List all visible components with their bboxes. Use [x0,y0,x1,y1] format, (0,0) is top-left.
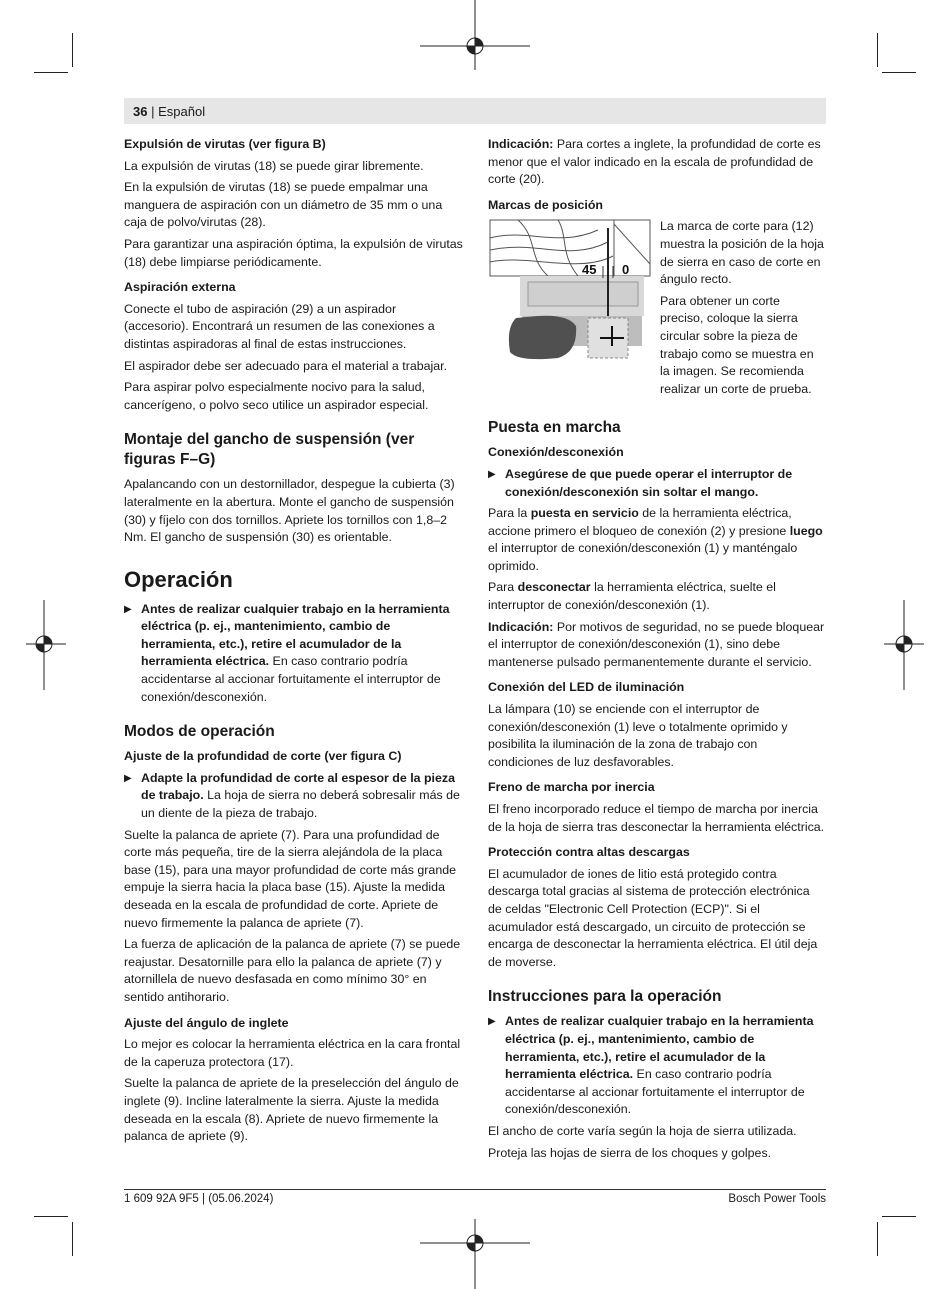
note-text: Para cortes a inglete, la profundidad de corte es menor que el valor indicado en la escala de profundidad de corte (20). [488,137,821,187]
section-title: Conexión del LED de iluminación [488,680,685,695]
section-title: Ajuste del ángulo de inglete [124,1015,289,1030]
paragraph: La fuerza de aplicación de la palanca de apriete (7) se puede reajustar. Desatornille para ello la palanca de apriete (7) y atornillela de nuevo desfasada en como mínimo 30° en sentido antihorario. [124,937,461,1004]
warning-bullet [488,1013,826,1119]
bullet-arrow-icon: ▶ [488,1016,496,1028]
text-run: de la herramienta eléctrica, accione primero el bloqueo de conexión (2) y presione [488,506,792,538]
section-heading: Puesta en marcha [488,419,621,437]
section-title: Expulsión de virutas (ver figura B) [124,137,326,151]
paragraph: La expulsión de virutas (18) se puede girar libremente. [124,158,424,173]
paragraph: Para garantizar una aspiración óptima, la expulsión de virutas (18) debe limpiarse periódicamente. [124,236,463,269]
paragraph: Apalancando con un destornillador, despegue la cubierta (3) lateralmente en la abertura. Monte el gancho de suspensión (30) y fíjelo con dos tornillos. Apriete los tornillos con 1,8–2 Nm. El gancho de suspensión (30) es orientable. [124,477,455,545]
figure-block [488,218,826,402]
bullet-text: La hoja de sierra no deberá sobresalir más de un diente de la pieza de trabajo. [141,788,460,821]
section-title: Protección contra altas descargas [488,845,690,860]
bullet-bold-text: Adapte la profundidad de corte al espesor de la pieza de trabajo. [141,770,455,803]
header-text [133,103,205,121]
bullet-bold-text: Asegúrese de que puede operar el interruptor de conexión/desconexión sin soltar el mango. [505,466,793,499]
paragraph [488,505,826,575]
label-45: 45 [582,262,597,278]
text-run: el interruptor de conexión/desconexión (1) y manténgalo oprimido. [488,541,798,573]
paragraph [488,579,826,614]
section-heading: Montaje del gancho de suspensión (ver figuras F–G) [124,431,415,469]
section-heading: Modos de operación [124,723,275,741]
section-title: Aspiración externa [124,280,236,295]
registration-target-icon [420,1219,530,1289]
footer-code: 1 609 92A 9F5 | (05.06.2024) [124,1193,274,1205]
section-heading: Instrucciones para la operación [488,988,722,1006]
page-number: 36 [133,104,148,119]
registration-target-icon [884,600,924,690]
chapter-heading: Operación [124,566,233,592]
paragraph: Suelte la palanca de apriete (7). Para una profundidad de corte más pequeña, tire de la sierra alejándola de la placa base (15), para una mayor profundidad de corte más grande empuje la sierra hacia la placa base (15). Ajuste la medida deseada en la escala de profundidad de corte. Apriete de nuevo firmemente la palanca de apriete (7). [124,827,456,930]
figure-caption [660,218,826,402]
section-title: Freno de marcha por inercia [488,780,655,795]
label-0: 0 [622,262,630,278]
warning-bullet [124,601,464,707]
header-separator: | [151,104,155,119]
paragraph: El aspirador debe ser adecuado para el material a trabajar. [124,358,448,373]
section-title: Ajuste de la profundidad de corte (ver figura C) [124,749,402,764]
cut-mark-illustration [488,218,654,378]
instruction-bullet [124,770,464,823]
text-run: la herramienta eléctrica, suelte el interruptor de conexión/desconexión (1). [488,580,776,613]
paragraph: Suelte la palanca de apriete de la preselección del ángulo de inglete (9). Incline lateralmente la sierra. Ajuste la medida deseada en la escala (8). Apriete de nuevo firmemente la palanca de apriete (9). [124,1076,459,1144]
bullet-arrow-icon: ▶ [124,603,132,615]
paragraph: Proteja las hojas de sierra de los choques y golpes. [488,1145,772,1160]
paragraph: El ancho de corte varía según la hoja de sierra utilizada. [488,1123,797,1138]
page-header [124,98,826,124]
right-column [488,136,826,1166]
text-run-bold: luego [789,523,823,538]
bullet-bold-text: Antes de realizar cualquier trabajo en la herramienta eléctrica (p. ej., mantenimiento, cambio de herramienta, etc.), retire el acumulador de la herramienta eléctrica. [141,601,450,669]
text-run: Para [488,580,518,595]
bullet-bold-text: Antes de realizar cualquier trabajo en la herramienta eléctrica (p. ej., mantenimiento, cambio de herramienta, etc.), retire el acumulador de la herramienta eléctrica. [505,1014,814,1082]
text-run-bold: puesta en servicio [530,506,639,521]
note-paragraph [488,619,826,672]
paragraph: En la expulsión de virutas (18) se puede empalmar una manguera de aspiración con un diámetro de 35 mm o una caja de polvo/virutas (28). [124,180,443,230]
header-language: Español [158,104,206,119]
paragraph: El freno incorporado reduce el tiempo de marcha por inercia de la hoja de sierra tras desconectar la herramienta eléctrica. [488,802,825,834]
paragraph: Conecte el tubo de aspiración (29) a un aspirador (accesorio). Encontrará un resumen de las conexiones a distintas aspiradoras al final de estas instrucciones. [124,301,435,351]
paragraph: Para aspirar polvo especialmente nocivo para la salud, cancerígeno, o polvo seco utilice un aspirador especial. [124,380,429,412]
text-run: Para la [488,506,531,521]
bullet-text: En caso contrario podría accidentarse al accionar fortuitamente el interruptor de conexión/desconexión. [141,654,441,704]
registration-target-icon [26,600,66,690]
section-title: Marcas de posición [488,197,603,212]
bullet-text: En caso contrario podría accidentarse al accionar fortuitamente el interruptor de conexión/desconexión. [505,1067,805,1117]
footer-brand: Bosch Power Tools [728,1193,826,1205]
text-run-bold: desconectar [517,580,591,595]
note-paragraph [488,136,826,189]
paragraph: La marca de corte para (12) muestra la posición de la hoja de sierra en caso de corte en ángulo recto. [660,219,824,287]
paragraph: La lámpara (10) se enciende con el interruptor de conexión/desconexión (1) leve o totalmente oprimido y posibilita la iluminación de la zona de trabajo con condiciones de luz desfavorables. [488,702,788,769]
registration-target-icon [420,0,530,70]
bullet-arrow-icon: ▶ [124,772,132,784]
paragraph: Lo mejor es colocar la herramienta eléctrica en la cara frontal de la caperuza protectora (17). [124,1037,461,1069]
footer-rule [124,1189,826,1190]
left-column [124,136,464,1150]
section-title: Conexión/desconexión [488,445,624,460]
note-label: Indicación: [488,619,554,634]
paragraph: Para obtener un corte preciso, coloque la sierra circular sobre la pieza de trabajo como se muestra en la imagen. Se recomienda realizar un corte de prueba. [660,293,814,396]
paragraph: El acumulador de iones de litio está protegido contra descarga total gracias al sistema de protección electrónica de celdas "Electronic Cell Protection (ECP)". Si el acumulador está descargado, un circuito de protección se encarga de desconectar la herramienta eléctrica. El útil deja de moverse. [488,866,818,969]
bullet-arrow-icon: ▶ [488,468,496,480]
note-label: Indicación: [488,137,554,151]
note-text: Por motivos de seguridad, no se puede bloquear el interruptor de conexión/desconexión (1), sino debe mantenerse pulsado permanentemente durante el servicio. [488,619,825,669]
instruction-bullet [488,466,826,501]
